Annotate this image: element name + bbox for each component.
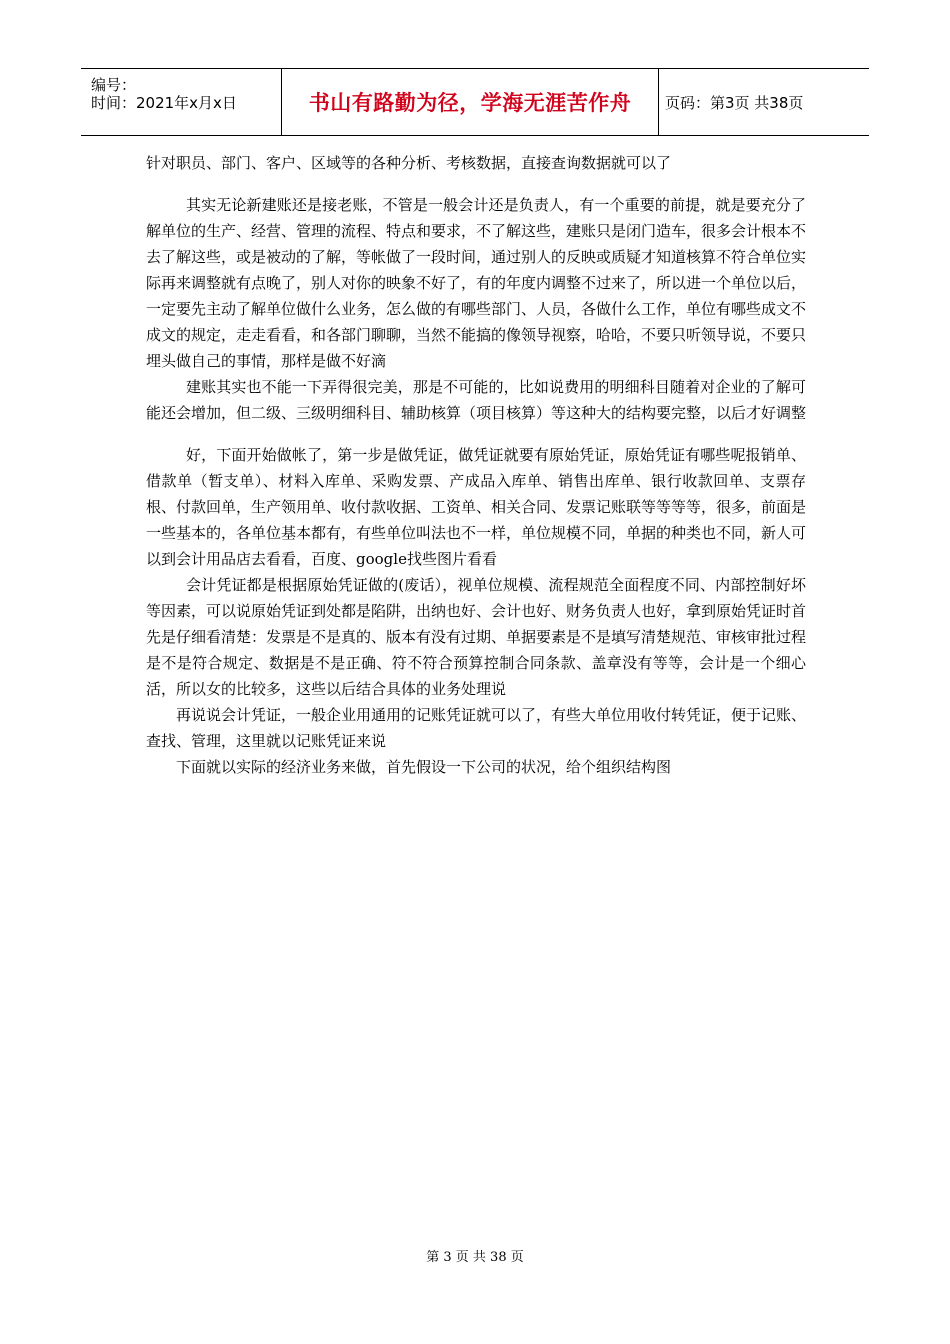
doc-number-label: 编号： [91,76,137,94]
header-page-cell [659,69,869,135]
paragraph-gap [146,176,806,192]
document-body [146,150,806,780]
paragraph-gap [146,426,806,442]
motto-text: 书山有路勤为径，学海无涯苦作舟 [308,91,632,115]
header-page-label: 页码：第3页 共38页 [665,93,804,112]
paragraph: 其实无论新建账还是接老账，不管是一般会计还是负责人，有一个重要的前提，就是要充分了解单位的生产、经营、管理的流程、特点和要求，不了解这些，建账只是闭门造车，很多会计根本不去了解这些，或是被动的了解，等帐做了一段时间，通过别人的反映或质疑才知道核算不符合单位实际再来调整就有点晚了，别人对你的映象不好了，有的年度内调整不过来了，所以进一个单位以后，一定要先主动了解单位做什么业务，怎么做的有哪些部门、人员，各做什么工作，单位有哪些成文不成文的规定，走走看看，和各部门聊聊，当然不能搞的像领导视察，哈哈，不要只听领导说，不要只埋头做自己的事情，那样是做不好滴 [146,196,807,370]
header-motto-cell [281,69,659,135]
header-meta [81,69,281,135]
paragraph: 再说说会计凭证，一般企业用通用的记账凭证就可以了，有些大单位用收付转凭证，便于记账、查找、管理，这里就以记账凭证来说 [146,706,807,750]
doc-date-label: 时间：2021年x月x日 [91,94,237,112]
page-footer: 第 3 页 共 38 页 [426,1250,524,1265]
paragraph: 建账其实也不能一下弄得很完美，那是不可能的，比如说费用的明细科目随着对企业的了解可能还会增加，但二级、三级明细科目、辅助核算（项目核算）等这种大的结构要完整，以后才好调整 [146,378,807,422]
paragraph: 好，下面开始做帐了，第一步是做凭证，做凭证就要有原始凭证，原始凭证有哪些呢报销单、借款单（暂支单）、材料入库单、采购发票、产成品入库单、销售出库单、银行收款回单、支票存根、付款回单，生产领用单、收付款收据、工资单、相关合同、发票记账联等等等等，很多，前面是一些基本的，各单位基本都有，有些单位叫法也不一样，单位规模不同，单据的种类也不同，新人可以到会计用品店去看看，百度、google找些图片看看 [146,446,807,568]
paragraph: 会计凭证都是根据原始凭证做的(废话），视单位规模、流程规范全面程度不同、内部控制好坏等因素，可以说原始凭证到处都是陷阱，出纳也好、会计也好、财务负责人也好，拿到原始凭证时首先是仔细看清楚：发票是不是真的、版本有没有过期、单据要素是不是填写清楚规范、审核审批过程是不是符合规定、数据是不是正确、符不符合预算控制合同条款、盖章没有等等，会计是一个细心活，所以女的比较多，这些以后结合具体的业务处理说 [146,576,807,698]
page-header [81,68,869,136]
paragraph: 下面就以实际的经济业务来做，首先假设一下公司的状况，给个组织结构图 [176,758,672,776]
paragraph: 针对职员、部门、客户、区域等的各种分析、考核数据，直接查询数据就可以了 [146,154,672,172]
